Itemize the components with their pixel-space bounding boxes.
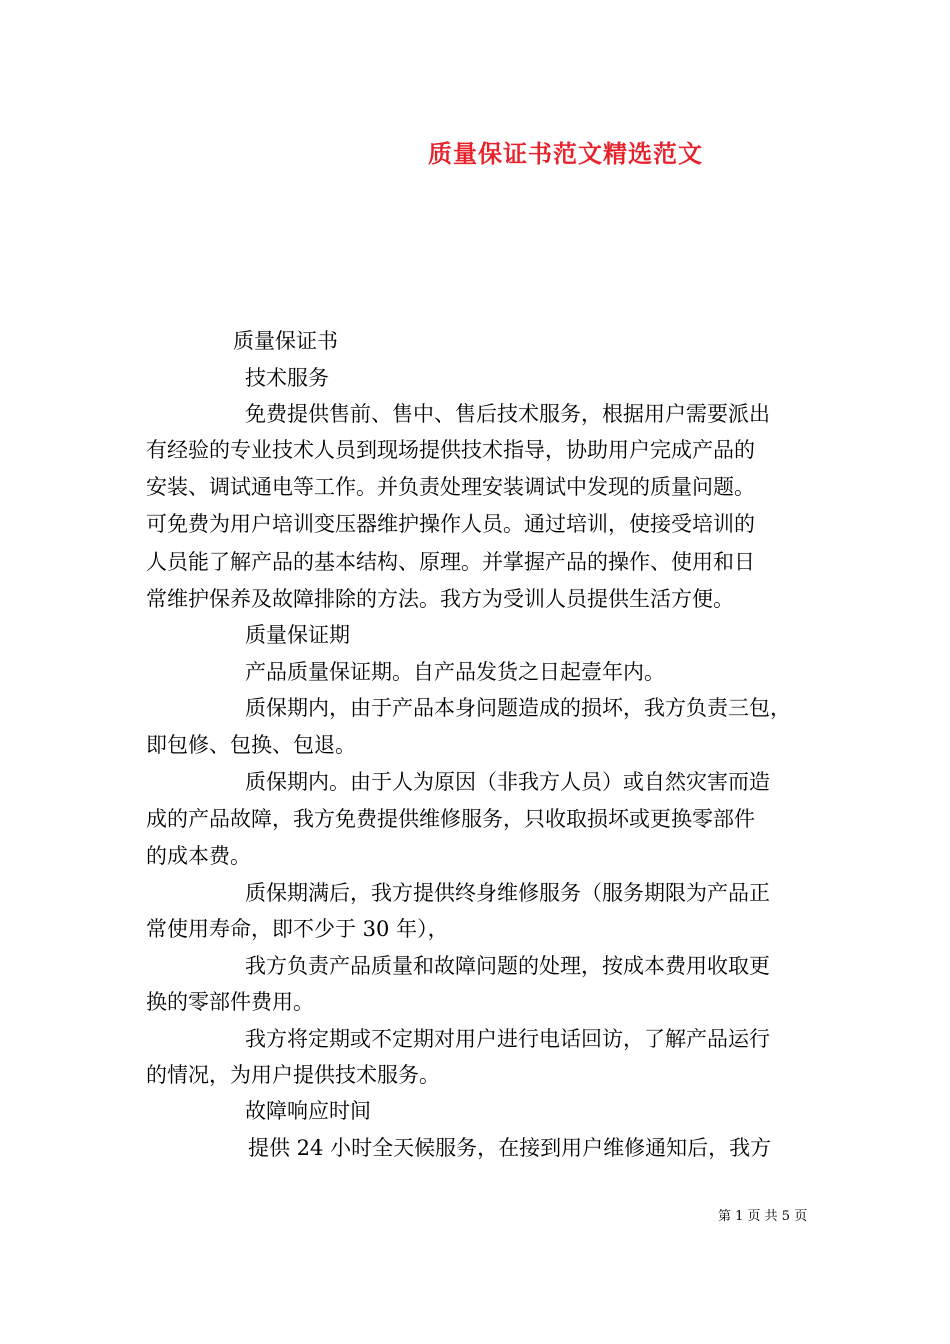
paragraph-line: 即包修、包换、包退。 [146, 733, 356, 757]
paragraph-line: 的情况，为用户提供技术服务。 [146, 1063, 440, 1087]
section-heading-tech-service: 技术服务 [245, 366, 329, 390]
paragraph-line: 质保期满后，我方提供终身维修服务（服务期限为产品正 [245, 881, 770, 905]
paragraph-line: 我方负责产品质量和故障问题的处理，按成本费用收取更 [245, 954, 770, 978]
document-title: 质量保证书范文精选范文 [428, 139, 703, 168]
paragraph-line: 质保期内，由于产品本身问题造成的损坏，我方负责三包， [245, 696, 791, 720]
paragraph-line: 常使用寿命，即不少于 30 年）， [146, 917, 449, 941]
paragraph-line: 成的产品故障，我方免费提供维修服务，只收取损坏或更换零部件 [146, 807, 755, 831]
section-heading-warranty: 质量保证期 [245, 623, 350, 647]
paragraph-line: 的成本费。 [146, 844, 251, 868]
paragraph-line: 产品质量保证期。自产品发货之日起壹年内。 [245, 660, 665, 684]
page-number: 第 1 页 共 5 页 [718, 1209, 808, 1224]
section-heading-response-time: 故障响应时间 [245, 1099, 371, 1123]
paragraph-line: 常维护保养及故障排除的方法。我方为受训人员提供生活方便。 [146, 587, 734, 611]
paragraph-line: 安装、调试通电等工作。并负责处理安装调试中发现的质量问题。 [146, 475, 755, 499]
paragraph-line: 有经验的专业技术人员到现场提供技术指导，协助用户完成产品的 [146, 438, 755, 462]
paragraph-line: 提供 24 小时全天候服务，在接到用户维修通知后，我方 [248, 1136, 772, 1160]
paragraph-line: 换的零部件费用。 [146, 990, 314, 1014]
paragraph-line: 免费提供售前、售中、售后技术服务，根据用户需要派出 [245, 402, 770, 426]
paragraph-line: 可免费为用户培训变压器维护操作人员。通过培训，使接受培训的 [146, 512, 755, 536]
paragraph-line: 人员能了解产品的基本结构、原理。并掌握产品的操作、使用和日 [146, 550, 755, 574]
paragraph-line: 我方将定期或不定期对用户进行电话回访，了解产品运行 [245, 1027, 770, 1051]
paragraph-line: 质保期内。由于人为原因（非我方人员）或自然灾害而造 [245, 770, 770, 794]
document-heading: 质量保证书 [233, 329, 338, 353]
